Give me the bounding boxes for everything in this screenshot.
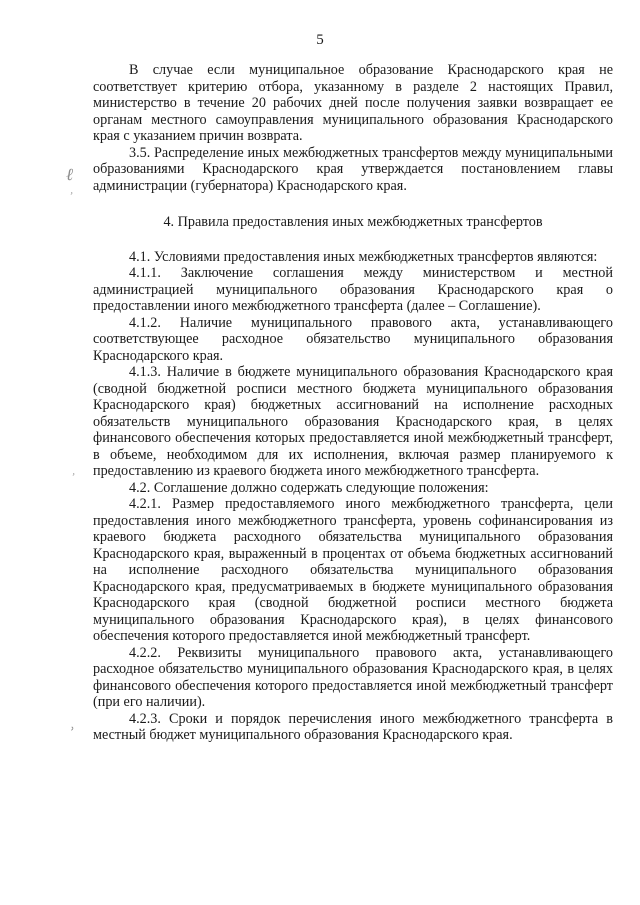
handwritten-margin-mark: ˒ <box>72 470 76 481</box>
handwritten-margin-mark: ˒ <box>70 722 75 738</box>
paragraph-3-5: 3.5. Распределение иных межбюджетных трансфертов между муниципальными образованиями Краснодарского края утверждается постановлением главы администрации (губернатора) Краснодарского края. <box>93 144 613 194</box>
paragraph-4-2: 4.2. Соглашение должно содержать следующие положения: <box>129 479 489 496</box>
handwritten-margin-mark: ℓ <box>66 165 74 185</box>
paragraph-4-2-2: 4.2.2. Реквизиты муниципального правового акта, устанавливающего расходное обязательство муниципального образования Краснодарского края, в целях финансового обеспечения которого предоставляется иной межбюджетный трансферт (при его наличии). <box>93 644 613 710</box>
paragraph-4-2-3: 4.2.3. Сроки и порядок перечисления иного межбюджетного трансферта в местный бюджет муниципального образования Краснодарского края. <box>93 710 613 743</box>
paragraph-4-1-3: 4.1.3. Наличие в бюджете муниципального образования Краснодарского края (сводной бюджетной росписи местного бюджета муниципального образования Краснодарского края) бюджетных ассигнований на исполнение расходных обязательств муниципального образования Краснодарского края, в целях финансового обеспечения которых предоставляется иной межбюджетный трансферт, в объеме, необходимом для их исполнения, включая размер планируемого к предоставлению из краевого бюджета иного межбюджетного трансферта. <box>93 364 613 479</box>
section-heading: 4. Правила предоставления иных межбюджетных трансфертов <box>163 214 543 230</box>
paragraph-4-2-1: 4.2.1. Размер предоставляемого иного межбюджетного трансферта, цели предоставления иного межбюджетного трансферта, уровень софинансирования из краевого бюджета расходного обязательства муниципального образования Краснодарского края, выраженный в процентах от объема бюджетных ассигнований на исполнение расходного обязательства муниципального образования Краснодарского края, предусматриваемых в бюджете муниципального образования Краснодарского края (сводной бюджетной росписи местного бюджета муниципального образования Краснодарского края), в целях финансового обеспечения которого предоставляется иной межбюджетный трансферт. <box>93 496 613 644</box>
paragraph-4-1-2: 4.1.2. Наличие муниципального правового акта, устанавливающего соответствующее расходное обязательство муниципального образования Краснодарского края. <box>93 314 613 364</box>
paragraph-4-1-1: 4.1.1. Заключение соглашения между министерством и местной администрацией муниципального образования Краснодарского края о предоставлении иного межбюджетного трансферта (далее – Соглашение). <box>93 265 613 314</box>
page-number: 5 <box>316 32 324 48</box>
paragraph-4-1: 4.1. Условиями предоставления иных межбюджетных трансфертов являются: <box>129 248 598 265</box>
paragraph-return-application: В случае если муниципальное образование Краснодарского края не соответствует критерию отбора, указанному в разделе 2 настоящих Правил, министерство в течение 20 рабочих дней после получения заявки возвращает ее органам местного самоуправления муниципального образования Краснодарского края с указанием причин возврата. <box>93 62 613 144</box>
handwritten-margin-mark: ˒ <box>70 189 74 200</box>
document-body <box>93 62 613 744</box>
